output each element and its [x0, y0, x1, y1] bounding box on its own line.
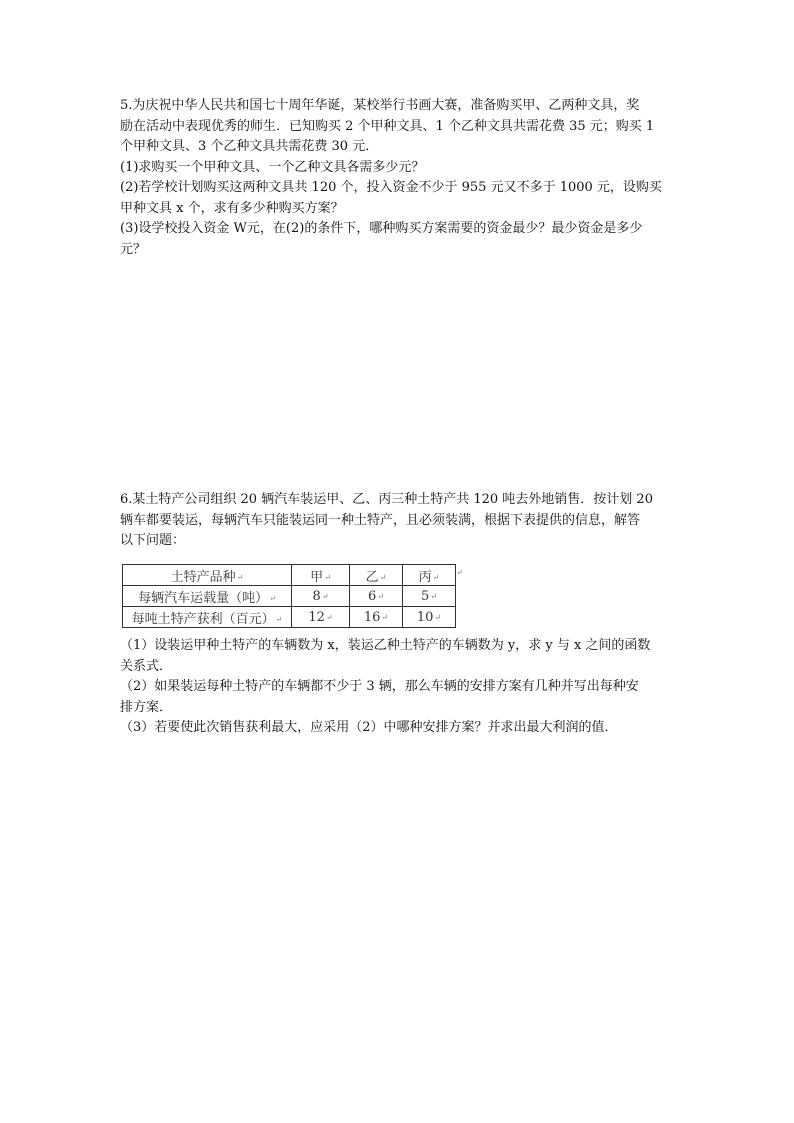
question-5-line: 个甲种文具、3 个乙种文具共需花费 30 元．: [120, 139, 379, 154]
question-5-line: 元？: [120, 241, 147, 257]
question-5-line: 甲种文具 x 个，求有多少种购买方案？: [120, 200, 344, 216]
question-6-part-1: （1）设装运甲种土特产的车辆数为 x，装运乙种土特产的车辆数为 y，求 y 与 x 之间的函数: [120, 638, 651, 653]
table-header-cell: 丙 ↵: [403, 565, 456, 586]
table-cell: 5 ↵: [403, 586, 456, 607]
table-row: [123, 586, 456, 607]
table-cell: 6 ↵: [350, 586, 403, 607]
question-6-line: 关系式．: [120, 658, 173, 674]
question-5-line: 励在活动中表现优秀的师生．已知购买 2 个甲种文具、1 个乙种文具共需花费 35 元；购买 1: [120, 118, 655, 134]
table-cell: 12 ↵: [292, 607, 350, 628]
table-cell: 16 ↵: [350, 607, 403, 628]
table-cell: 10 ↵: [403, 607, 456, 628]
question-5-part-3: (3)设学校投入资金 W元，在(2)的条件下，哪种购买方案需要的资金最少？最少资金是多少: [120, 221, 643, 236]
question-6-intro-line: 6.某土特产公司组织 20 辆汽车装运甲、乙、丙三种土特产共 120 吨去外地销售．按计划 20: [120, 492, 653, 507]
table-header-cell: 甲 ↵: [292, 565, 350, 586]
question-6-parts: [120, 636, 690, 739]
table-cell: 8 ↵: [292, 586, 350, 607]
question-6-part-3: （3）若要使此次销售获利最大，应采用（2）中哪种安排方案？并求出最大利润的值．: [120, 720, 618, 735]
question-6-line: 排方案．: [120, 699, 173, 715]
table-row: [123, 607, 456, 628]
question-6-part-2: （2）如果装运每种土特产的车辆都不少于 3 辆，那么车辆的安排方案有几种并写出每种安: [120, 679, 639, 694]
table-cell: 每吨土特产获利（百元） ↵: [123, 607, 292, 628]
question-5-part-1: (1)求购买一个甲种文具、一个乙种文具各需多少元？: [120, 159, 425, 175]
question-5-line: 5.为庆祝中华人民共和国七十周年华诞，某校举行书画大赛，准备购买甲、乙两种文具，奖: [120, 98, 640, 113]
table-header-cell: 乙 ↵: [350, 565, 403, 586]
question-6: [120, 490, 690, 552]
question-6-intro-line: 辆车都要装运，每辆汽车只能装运同一种土特产，且必须装满，根据下表提供的信息，解答: [120, 512, 641, 528]
paragraph-mark-icon: ↵: [456, 568, 463, 577]
table-header-cell: 土特产品种 ↵: [123, 565, 292, 586]
question-6-intro-line: 以下问题：: [120, 533, 186, 548]
question-5-part-2: (2)若学校计划购买这两种文具共 120 个，投入资金不少于 955 元又不多于 1000 元，设购买: [120, 180, 662, 195]
specialty-products-table: [122, 564, 456, 628]
table-cell: 每辆汽车运载量（吨） ↵: [123, 586, 292, 607]
table-header-row: [123, 565, 456, 586]
question-5: [120, 96, 690, 260]
